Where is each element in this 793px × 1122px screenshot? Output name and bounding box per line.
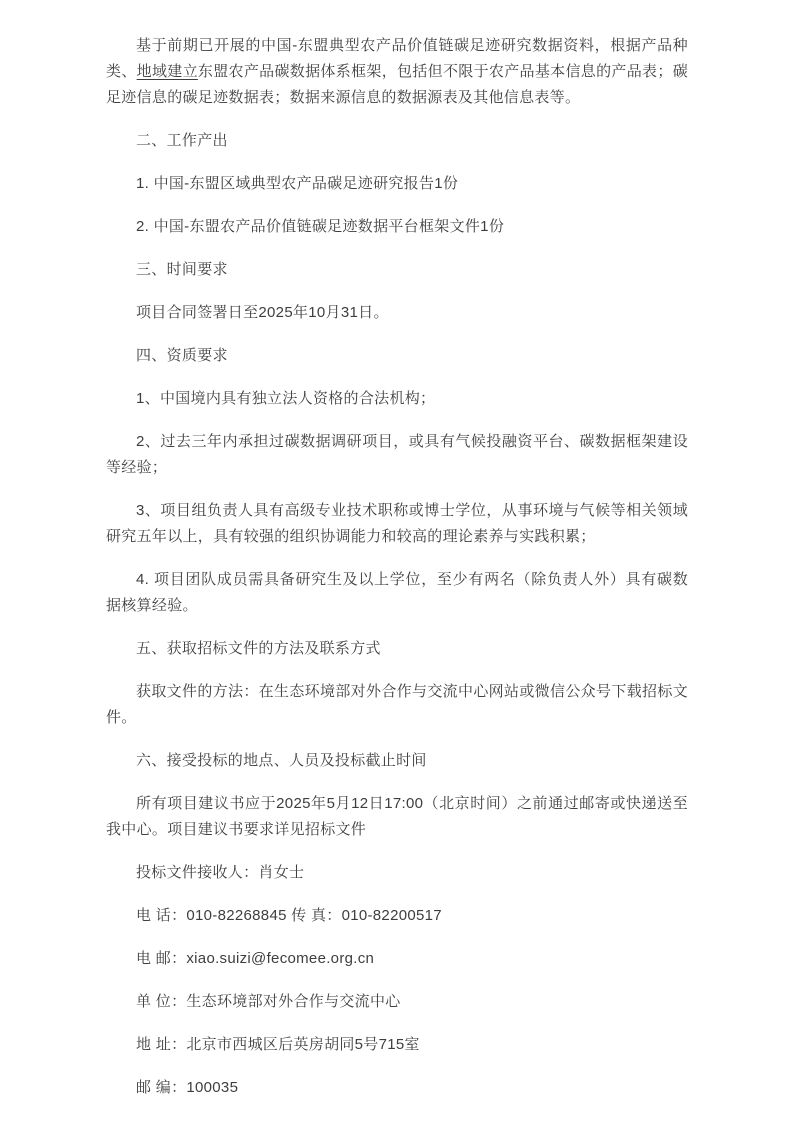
output-item-1: 1. 中国-东盟区域典型农产品碳足迹研究报告1份 — [136, 175, 459, 192]
qualification-item-4: 4. 项目团队成员需具备研究生及以上学位，至少有两名（除负责人外）具有碳数据核算经验。 — [106, 571, 688, 614]
intro-text-after: 东盟农产品碳数据体系框架，包括但不限于农产品基本信息的产品表；碳足迹信息的碳足迹数据表；数据来源信息的数据源表及其他信息表等。 — [106, 63, 688, 106]
contact-address: 地 址：北京市西城区后英房胡同5号715室 — [136, 1036, 420, 1053]
time-requirement-text: 项目合同签署日至2025年10月31日。 — [136, 304, 389, 321]
section-heading-submission: 六、接受投标的地点、人员及投标截止时间 — [136, 752, 427, 769]
section-heading-time: 三、时间要求 — [136, 261, 228, 278]
contact-recipient: 投标文件接收人：肖女士 — [136, 864, 305, 881]
obtain-method-text: 获取文件的方法：在生态环境部对外合作与交流中心网站或微信公众号下载招标文件。 — [106, 683, 688, 726]
qualification-item-3: 3、项目组负责人具有高级专业技术职称或博士学位，从事环境与气候等相关领域研究五年以上，具有较强的组织协调能力和较高的理论素养与实践积累； — [106, 502, 688, 545]
contact-postal-code: 邮 编：100035 — [136, 1079, 239, 1096]
qualification-item-1: 1、中国境内具有独立法人资格的合法机构； — [136, 390, 436, 407]
section-heading-qualifications: 四、资质要求 — [136, 347, 228, 364]
section-heading-obtain-documents: 五、获取招标文件的方法及联系方式 — [136, 640, 381, 657]
qualification-item-2: 2、过去三年内承担过碳数据调研项目，或具有气候投融资平台、碳数据框架建设等经验； — [106, 433, 688, 476]
section-heading-outputs: 二、工作产出 — [136, 132, 228, 149]
submission-deadline-text: 所有项目建议书应于2025年5月12日17:00（北京时间）之前通过邮寄或快递送至我中心。项目建议书要求详见招标文件 — [106, 795, 688, 838]
intro-paragraph — [106, 33, 688, 111]
output-item-2: 2. 中国-东盟农产品价值链碳足迹数据平台框架文件1份 — [136, 218, 505, 235]
tender-notice-body — [106, 33, 688, 1118]
contact-phone-fax: 电 话：010-82268845 传 真：010-82200517 — [136, 907, 442, 924]
intro-text-underlined: 地域建立 — [136, 63, 198, 80]
intro-text-before: 基于前期已开展的中国-东盟典型农产品价值链碳足迹研究数据资料，根据产品种类、 — [106, 37, 688, 80]
contact-organization: 单 位：生态环境部对外合作与交流中心 — [136, 993, 401, 1010]
contact-email: 电 邮：xiao.suizi@fecomee.org.cn — [136, 950, 375, 967]
